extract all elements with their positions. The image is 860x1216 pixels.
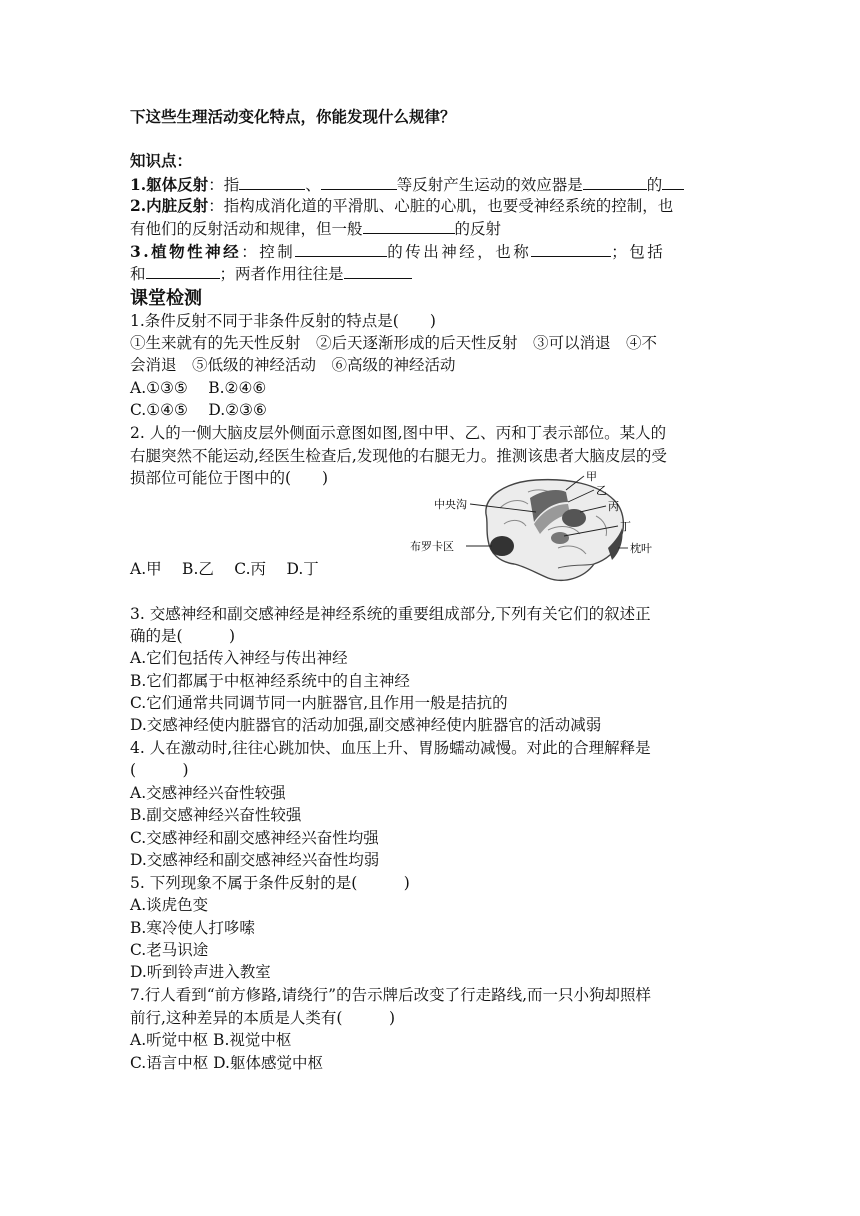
q3-option-b: B.它们都属于中枢神经系统中的自主神经 [130, 672, 410, 690]
fill-blank[interactable] [239, 173, 305, 190]
q3-stem: 确的是( ) [130, 627, 236, 645]
knowledge-item-2-label: 2.内脏反射 [130, 196, 209, 215]
knowledge-item-3-label: 3.植物性神经 [130, 242, 242, 261]
q1-options: A.①③⑤ B.②④⑥ [130, 379, 267, 397]
fill-blank[interactable] [146, 262, 220, 279]
fill-blank[interactable] [583, 173, 647, 190]
label-occipital: 枕叶 [630, 542, 652, 555]
q4-option-b: B.副交感神经兴奋性较强 [130, 806, 302, 824]
knowledge-item-1 [130, 173, 684, 196]
q3-option-a: A.它们包括传入神经与传出神经 [130, 649, 348, 667]
q2-stem: 右腿突然不能运动,经医生检查后,发现他的右腿无力。推测该患者大脑皮层的受 [130, 447, 667, 465]
q7-stem: 前行,这种差异的本质是人类有( ) [130, 1009, 396, 1027]
q5-option-b: B.寒冷使人打哆嗦 [130, 919, 255, 937]
knowledge-item-2 [130, 195, 673, 217]
q2-stem: 2. 人的一侧大脑皮层外侧面示意图如图,图中甲、乙、丙和丁表示部位。某人的 [130, 424, 667, 442]
knowledge-text: 的传出神经，也称 [387, 243, 532, 261]
knowledge-item-1-label: 1.躯体反射 [130, 175, 209, 194]
knowledge-text: ；包括 [611, 243, 666, 261]
q4-stem: ( ) [130, 761, 189, 779]
q7-stem: 7.行人看到“前方修路,请绕行”的告示牌后改变了行走路线,而一只小狗却照样 [130, 986, 651, 1004]
region-ding [551, 532, 569, 544]
q4-option-a: A.交感神经兴奋性较强 [130, 784, 286, 802]
q5-option-c: C.老马识途 [130, 941, 209, 959]
q3-option-c: C.它们通常共同调节同一内脏器官,且作用一般是拮抗的 [130, 694, 508, 712]
knowledge-text: ；两者作用往往是 [219, 265, 344, 283]
knowledge-text: ：指构成消化道的平滑肌、心脏的心肌，也要受神经系统的控制，也 [208, 197, 674, 215]
q3-stem: 3. 交感神经和副交感神经是神经系统的重要组成部分,下列有关它们的叙述正 [130, 605, 651, 623]
label-yi: 乙 [596, 484, 607, 497]
knowledge-text: 和 [130, 265, 146, 283]
q7-options: A.听觉中枢 B.视觉中枢 [130, 1031, 292, 1049]
label-bing: 丙 [608, 500, 619, 513]
knowledge-item-3 [130, 240, 665, 263]
q1-stem: 1.条件反射不同于非条件反射的特点是( ) [130, 312, 436, 330]
label-broca: 布罗卡区 [410, 540, 454, 553]
fill-blank[interactable] [363, 217, 455, 234]
fill-blank[interactable] [344, 262, 412, 279]
q1-options: C.①④⑤ D.②③⑥ [130, 401, 267, 419]
knowledge-text: 的 [646, 176, 663, 194]
knowledge-item-3-cont [130, 262, 412, 285]
knowledge-text: 有他们的反射活动和规律，但一般 [130, 220, 363, 238]
q2-options: A.甲 B.乙 C.丙 D.丁 [130, 560, 319, 578]
knowledge-text: 、 [305, 176, 321, 194]
label-ding: 丁 [620, 520, 631, 533]
fill-blank[interactable] [662, 173, 684, 190]
label-jia: 甲 [586, 470, 597, 483]
fill-blank[interactable] [295, 240, 387, 257]
q5-stem: 5. 下列现象不属于条件反射的是( ) [130, 874, 410, 892]
q5-option-a: A.谈虎色变 [130, 896, 209, 914]
q2-stem: 损部位可能位于图中的( ) [130, 469, 329, 487]
label-central-sulcus: 中央沟 [434, 498, 467, 511]
knowledge-text: 的反射 [454, 220, 502, 238]
knowledge-item-2-cont [130, 217, 501, 240]
knowledge-heading: 知识点： [130, 151, 193, 170]
q4-option-d: D.交感神经和副交感神经兴奋性均弱 [130, 851, 380, 869]
q1-line: ①生来就有的先天性反射 ②后天逐渐形成的后天性反射 ③可以消退 ④不 [130, 334, 658, 352]
q7-options: C.语言中枢 D.躯体感觉中枢 [130, 1054, 323, 1072]
fill-blank[interactable] [321, 173, 397, 190]
intro-question: 下这些生理活动变化特点，你能发现什么规律？ [130, 107, 456, 126]
knowledge-text: ：控制 [241, 243, 296, 261]
region-broca [490, 536, 514, 556]
q1-line: 会消退 ⑤低级的神经活动 ⑥高级的神经活动 [130, 356, 456, 374]
knowledge-text: 等反射产生运动的效应器是 [396, 176, 583, 194]
q3-option-d: D.交感神经使内脏器官的活动加强,副交感神经使内脏器官的活动减弱 [130, 716, 602, 734]
knowledge-text: ：指 [208, 176, 240, 194]
q5-option-d: D.听到铃声进入教室 [130, 963, 271, 981]
q4-stem: 4. 人在激动时,往往心跳加快、血压上升、胃肠蠕动减慢。对此的合理解释是 [130, 739, 651, 757]
section-title: 课堂检测 [130, 288, 202, 309]
fill-blank[interactable] [531, 240, 611, 257]
q4-option-c: C.交感神经和副交感神经兴奋性均强 [130, 829, 379, 847]
brain-diagram [408, 468, 666, 586]
